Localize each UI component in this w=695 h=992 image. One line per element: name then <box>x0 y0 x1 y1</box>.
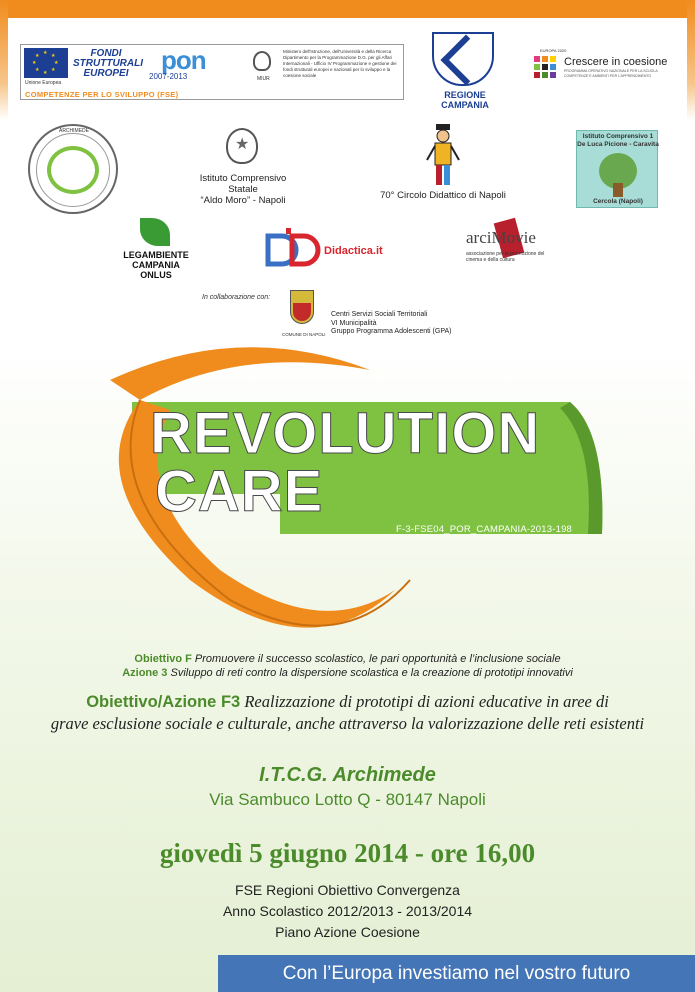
circolo-label: 70° Circolo Didattico di Napoli <box>380 190 506 201</box>
collaborazione-label: In collaborazione con: <box>202 294 271 301</box>
pon-logo: pon <box>161 45 206 75</box>
left-orange-frame <box>0 0 8 120</box>
logo-revolution: REVOLUTION <box>150 401 541 466</box>
programme-info: FSE Regioni Obiettivo Convergenza Anno Scolastico 2012/2013 - 2013/2014 Piano Azione Coesione <box>222 882 473 940</box>
objective-f: Obiettivo F Promuovere il successo scolastico, le pari opportunità e l’inclusione sociale <box>134 653 561 665</box>
miur-label: MIUR <box>257 76 270 82</box>
picione-title: Istituto Comprensivo 1 De Luca Picione - Caravita <box>577 133 659 148</box>
ministero-text: Ministero dell'Istruzione, dell'Università e della Ricerca Dipartimento per la Programmazione D.G. per gli Affari Internazionali - Ufficio IV Programmazione e gestione dei fondi strutturali europei e nazionali per lo sviluppo e la coesione sociale <box>283 49 397 78</box>
arcimovie-subtitle: associazione per la promozione del cinema e della cultura <box>466 251 545 263</box>
eu-flag-icon: ★ ★ ★ ★ ★ ★ ★ ★ <box>24 48 68 78</box>
crescere-title: Crescere in coesione <box>564 56 668 68</box>
azione-3: Azione 3 Sviluppo di reti contro la dispersione scolastica e la creazione di prototipi innovativi <box>122 667 573 679</box>
regione-campania-label: REGIONE CAMPANIA <box>441 90 489 110</box>
centri-servizi-label: Centri Servizi Sociali Territoriali VI Municipalità Gruppo Programma Adolescenti (GPA) <box>331 311 452 335</box>
event-date: giovedì 5 giugno 2014 - ore 16,00 <box>159 838 536 868</box>
pon-years: 2007-2013 <box>149 72 188 81</box>
crescere-mosaic-icon <box>534 56 556 78</box>
crescere-europa-label: EUROPA 2020 <box>540 48 567 53</box>
archimede-mark-icon <box>47 146 99 194</box>
eu-label: Unione Europea <box>25 80 62 86</box>
venue-name: I.T.C.G. Archimede <box>259 764 436 786</box>
picione-logo <box>576 130 658 208</box>
comune-napoli-label: COMUNE DI NAPOLI <box>282 332 326 337</box>
comune-napoli-crest-icon <box>290 290 314 324</box>
legambiente-label: LEGAMBIENTE CAMPANIA ONLUS <box>123 250 189 280</box>
fse-banner <box>20 44 404 100</box>
republic-emblem-icon <box>253 51 271 71</box>
picione-location: Cercola (Napoli) <box>593 198 643 205</box>
tree-trunk-icon <box>613 183 623 197</box>
competenze-label: COMPETENZE PER LO SVILUPPO (FSE) <box>25 90 179 99</box>
aldo-moro-emblem-icon <box>226 128 258 164</box>
venue-address: Via Sambuco Lotto Q - 80147 Napoli <box>209 790 486 809</box>
circolo-puppet-icon <box>426 124 460 188</box>
regione-campania-shield-icon <box>432 32 494 86</box>
legambiente-leaf-icon <box>140 218 170 246</box>
footer-slogan: Con l’Europa investiamo nel vostro futuro <box>218 955 695 992</box>
arcimovie-label: arciMovie <box>466 228 536 247</box>
archimede-logo <box>28 124 118 214</box>
didactica-mark-icon <box>264 228 322 268</box>
archimede-ring-text: ARCHIMEDE <box>58 128 89 134</box>
right-orange-frame <box>687 0 695 120</box>
aldo-moro-label: Istituto Comprensivo Statale “Aldo Moro” - Napoli <box>199 173 287 206</box>
didactica-label: Didactica.it <box>324 245 383 257</box>
objective-f3-line2: grave esclusione sociale e culturale, anche attraverso la valorizzazione delle reti esistenti <box>50 714 645 733</box>
crescere-desc: PROGRAMMA OPERATIVO NAZIONALE PER LA SCUOLA COMPETENZE E AMBIENTI PER L'APPRENDIMENTO <box>564 69 658 78</box>
fondi-strutturali-label: FONDI STRUTTURALI EUROPEI <box>73 48 143 79</box>
objective-f3-line1: Obiettivo/Azione F3 Realizzazione di prototipi di azioni educative in aree di <box>86 692 609 711</box>
top-orange-frame <box>0 0 695 18</box>
logo-care: CARE <box>155 459 324 524</box>
project-code: F-3-FSE04_POR_CAMPANIA-2013-198 <box>396 524 573 535</box>
